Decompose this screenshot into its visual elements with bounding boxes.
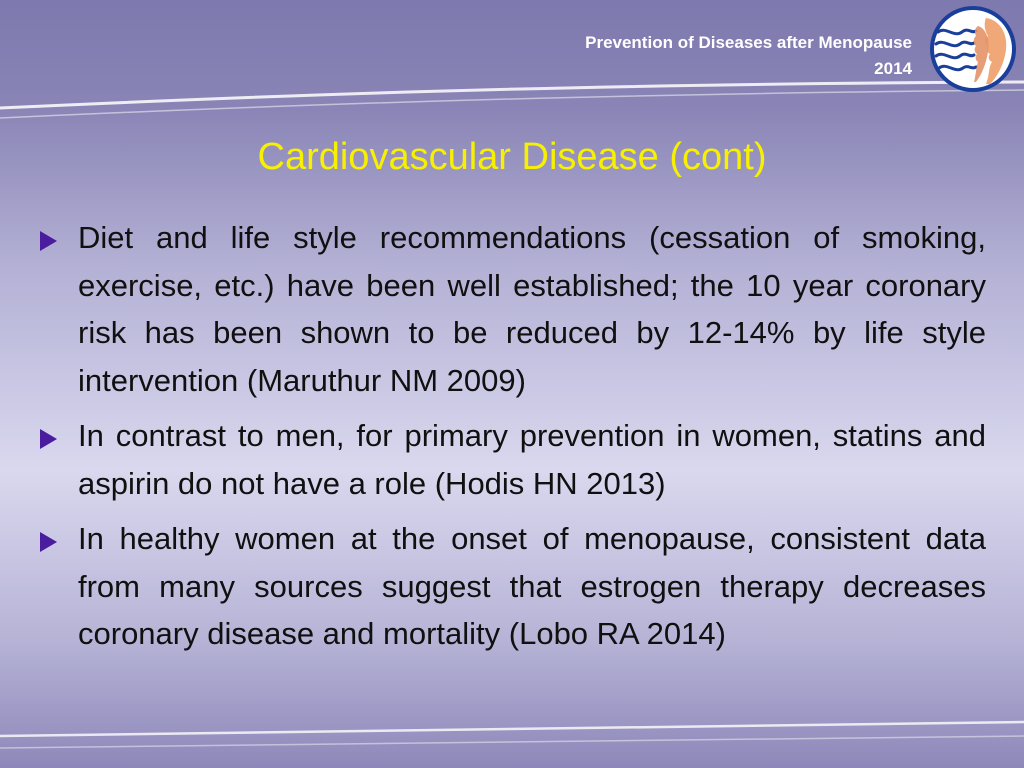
menopause-society-logo-icon: [928, 4, 1018, 94]
bullet-item: [40, 214, 986, 404]
slide-title: Cardiovascular Disease (cont): [257, 136, 767, 178]
bullet-list: [40, 214, 986, 666]
triangle-bullet-icon: [40, 429, 57, 449]
triangle-bullet-icon: [40, 231, 57, 251]
bullet-item: [40, 412, 986, 507]
header-year: 2014: [874, 59, 912, 78]
header-title: Prevention of Diseases after Menopause: [585, 33, 912, 52]
bullet-text: In contrast to men, for primary prevention in women, statins and aspirin do not have a role (Hodis HN 2013): [78, 418, 986, 501]
presentation-header: [492, 30, 912, 82]
triangle-bullet-icon: [40, 532, 57, 552]
bullet-text: In healthy women at the onset of menopause, consistent data from many sources suggest that estrogen therapy decreases coronary disease and mortality (Lobo RA 2014): [78, 521, 986, 651]
bullet-item: [40, 515, 986, 658]
bullet-text: Diet and life style recommendations (cessation of smoking, exercise, etc.) have been well established; the 10 year coronary risk has been shown to be reduced by 12-14% by life style intervention (Maruthur NM 2009): [78, 220, 986, 398]
